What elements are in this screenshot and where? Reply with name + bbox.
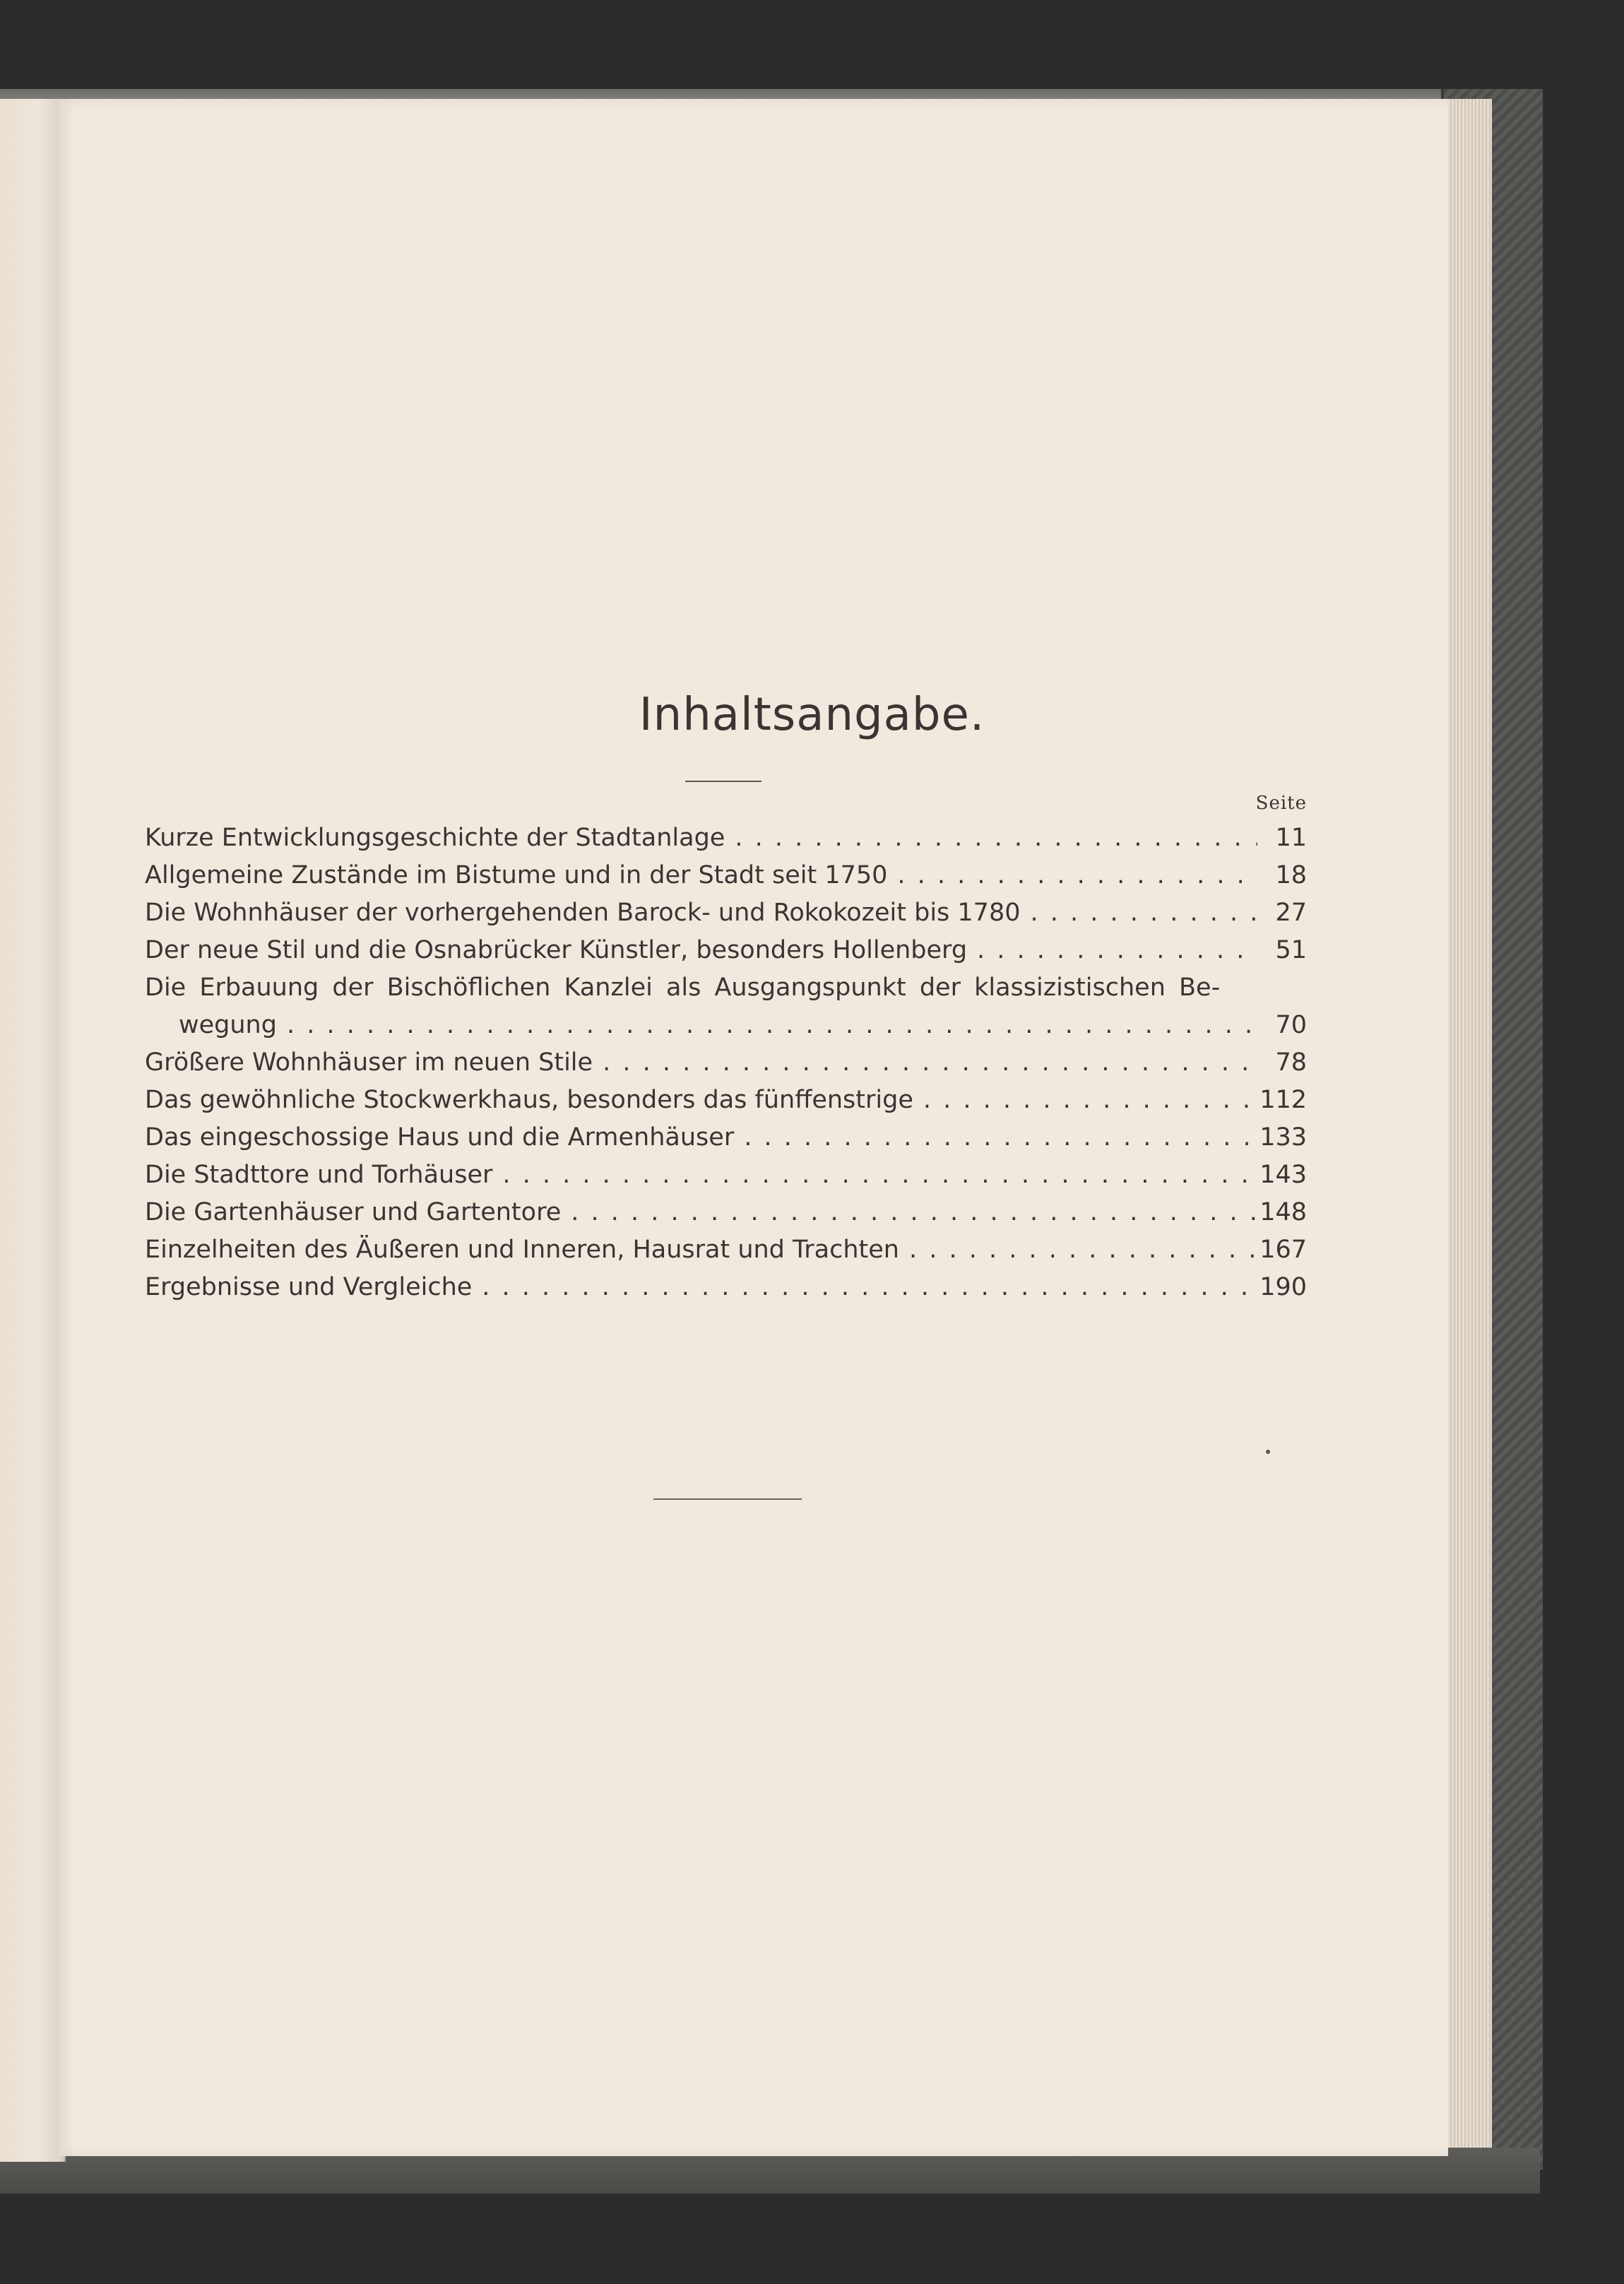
leader-dots (492, 1156, 1257, 1194)
leader-dots (472, 1269, 1257, 1306)
toc-entry-page: 27 (1275, 899, 1307, 927)
leader-dots (1020, 894, 1257, 932)
toc-entry (145, 1044, 1307, 1082)
toc-entry-title: Das eingeschossige Haus und die Armenhäuser (145, 1123, 735, 1152)
leader-dots (561, 1194, 1257, 1231)
toc-entry-page: 167 (1260, 1236, 1307, 1264)
leader-dots (967, 932, 1257, 969)
toc-entry-page: 190 (1260, 1273, 1307, 1301)
toc-entry-continuation (145, 1007, 1307, 1044)
toc-entry (145, 857, 1307, 894)
toc-entry-page: 148 (1260, 1198, 1307, 1226)
toc-entry-page: 143 (1260, 1161, 1307, 1189)
toc-entry-title: Die Stadttore und Torhäuser (145, 1161, 493, 1189)
toc-entry-title: Die Gartenhäuser und Gartentore (145, 1198, 562, 1226)
page-title: Inhaltsangabe. (639, 689, 985, 741)
toc-entry (145, 1194, 1307, 1231)
seite-column-label: Seite (1255, 793, 1307, 814)
toc-entry-page: 70 (1275, 1011, 1307, 1039)
toc-entry (145, 1156, 1307, 1194)
toc-entry-page: 78 (1275, 1048, 1307, 1077)
closing-rule (653, 1498, 802, 1500)
leader-dots (593, 1044, 1257, 1082)
title-rule (685, 781, 761, 782)
toc-entry-page: 133 (1260, 1123, 1307, 1152)
leader-dots (913, 1082, 1257, 1119)
toc-entry (145, 894, 1307, 932)
toc-entry-title-continuation: wegung (179, 1011, 277, 1039)
toc-entry (145, 1119, 1307, 1156)
toc-entry-title: Das gewöhnliche Stockwerkhaus, besonders das fünffenstrige (145, 1086, 913, 1114)
page-block-edges (1441, 99, 1492, 2148)
toc-entry (145, 932, 1307, 969)
toc-entry-page: 112 (1260, 1086, 1307, 1114)
ink-speck (1266, 1450, 1270, 1454)
table-of-contents (145, 819, 1307, 1306)
toc-entry (145, 1082, 1307, 1119)
toc-entry (145, 969, 1307, 1007)
leader-dots (899, 1231, 1257, 1269)
toc-entry-title: Der neue Stil und die Osnabrücker Künstler, besonders Hollenberg (145, 936, 968, 964)
facing-page-edge (0, 99, 66, 2162)
toc-entry-title: Ergebnisse und Vergleiche (145, 1273, 473, 1301)
toc-entry-title: Die Erbauung der Bischöflichen Kanzlei als Ausgangspunkt der klassizistischen Be- (145, 974, 1221, 1002)
toc-entry-page: 51 (1275, 936, 1307, 964)
toc-entry (145, 819, 1307, 857)
toc-entry-title: Die Wohnhäuser der vorhergehenden Barock- und Rokokozeit bis 1780 (145, 899, 1021, 927)
toc-entry (145, 1269, 1307, 1306)
toc-entry-title: Größere Wohnhäuser im neuen Stile (145, 1048, 593, 1077)
leader-dots (734, 1119, 1257, 1156)
leader-dots (887, 857, 1257, 894)
toc-entry-title: Kurze Entwicklungsgeschichte der Stadtanlage (145, 824, 725, 852)
leader-dots (277, 1007, 1257, 1044)
toc-entry (145, 1231, 1307, 1269)
toc-entry-page: 18 (1275, 861, 1307, 889)
toc-entry-title: Einzelheiten des Äußeren und Inneren, Hausrat und Trachten (145, 1236, 899, 1264)
toc-entry-title: Allgemeine Zustände im Bistume und in der Stadt seit 1750 (145, 861, 888, 889)
leader-dots (725, 819, 1257, 857)
toc-entry-page: 11 (1275, 824, 1307, 852)
